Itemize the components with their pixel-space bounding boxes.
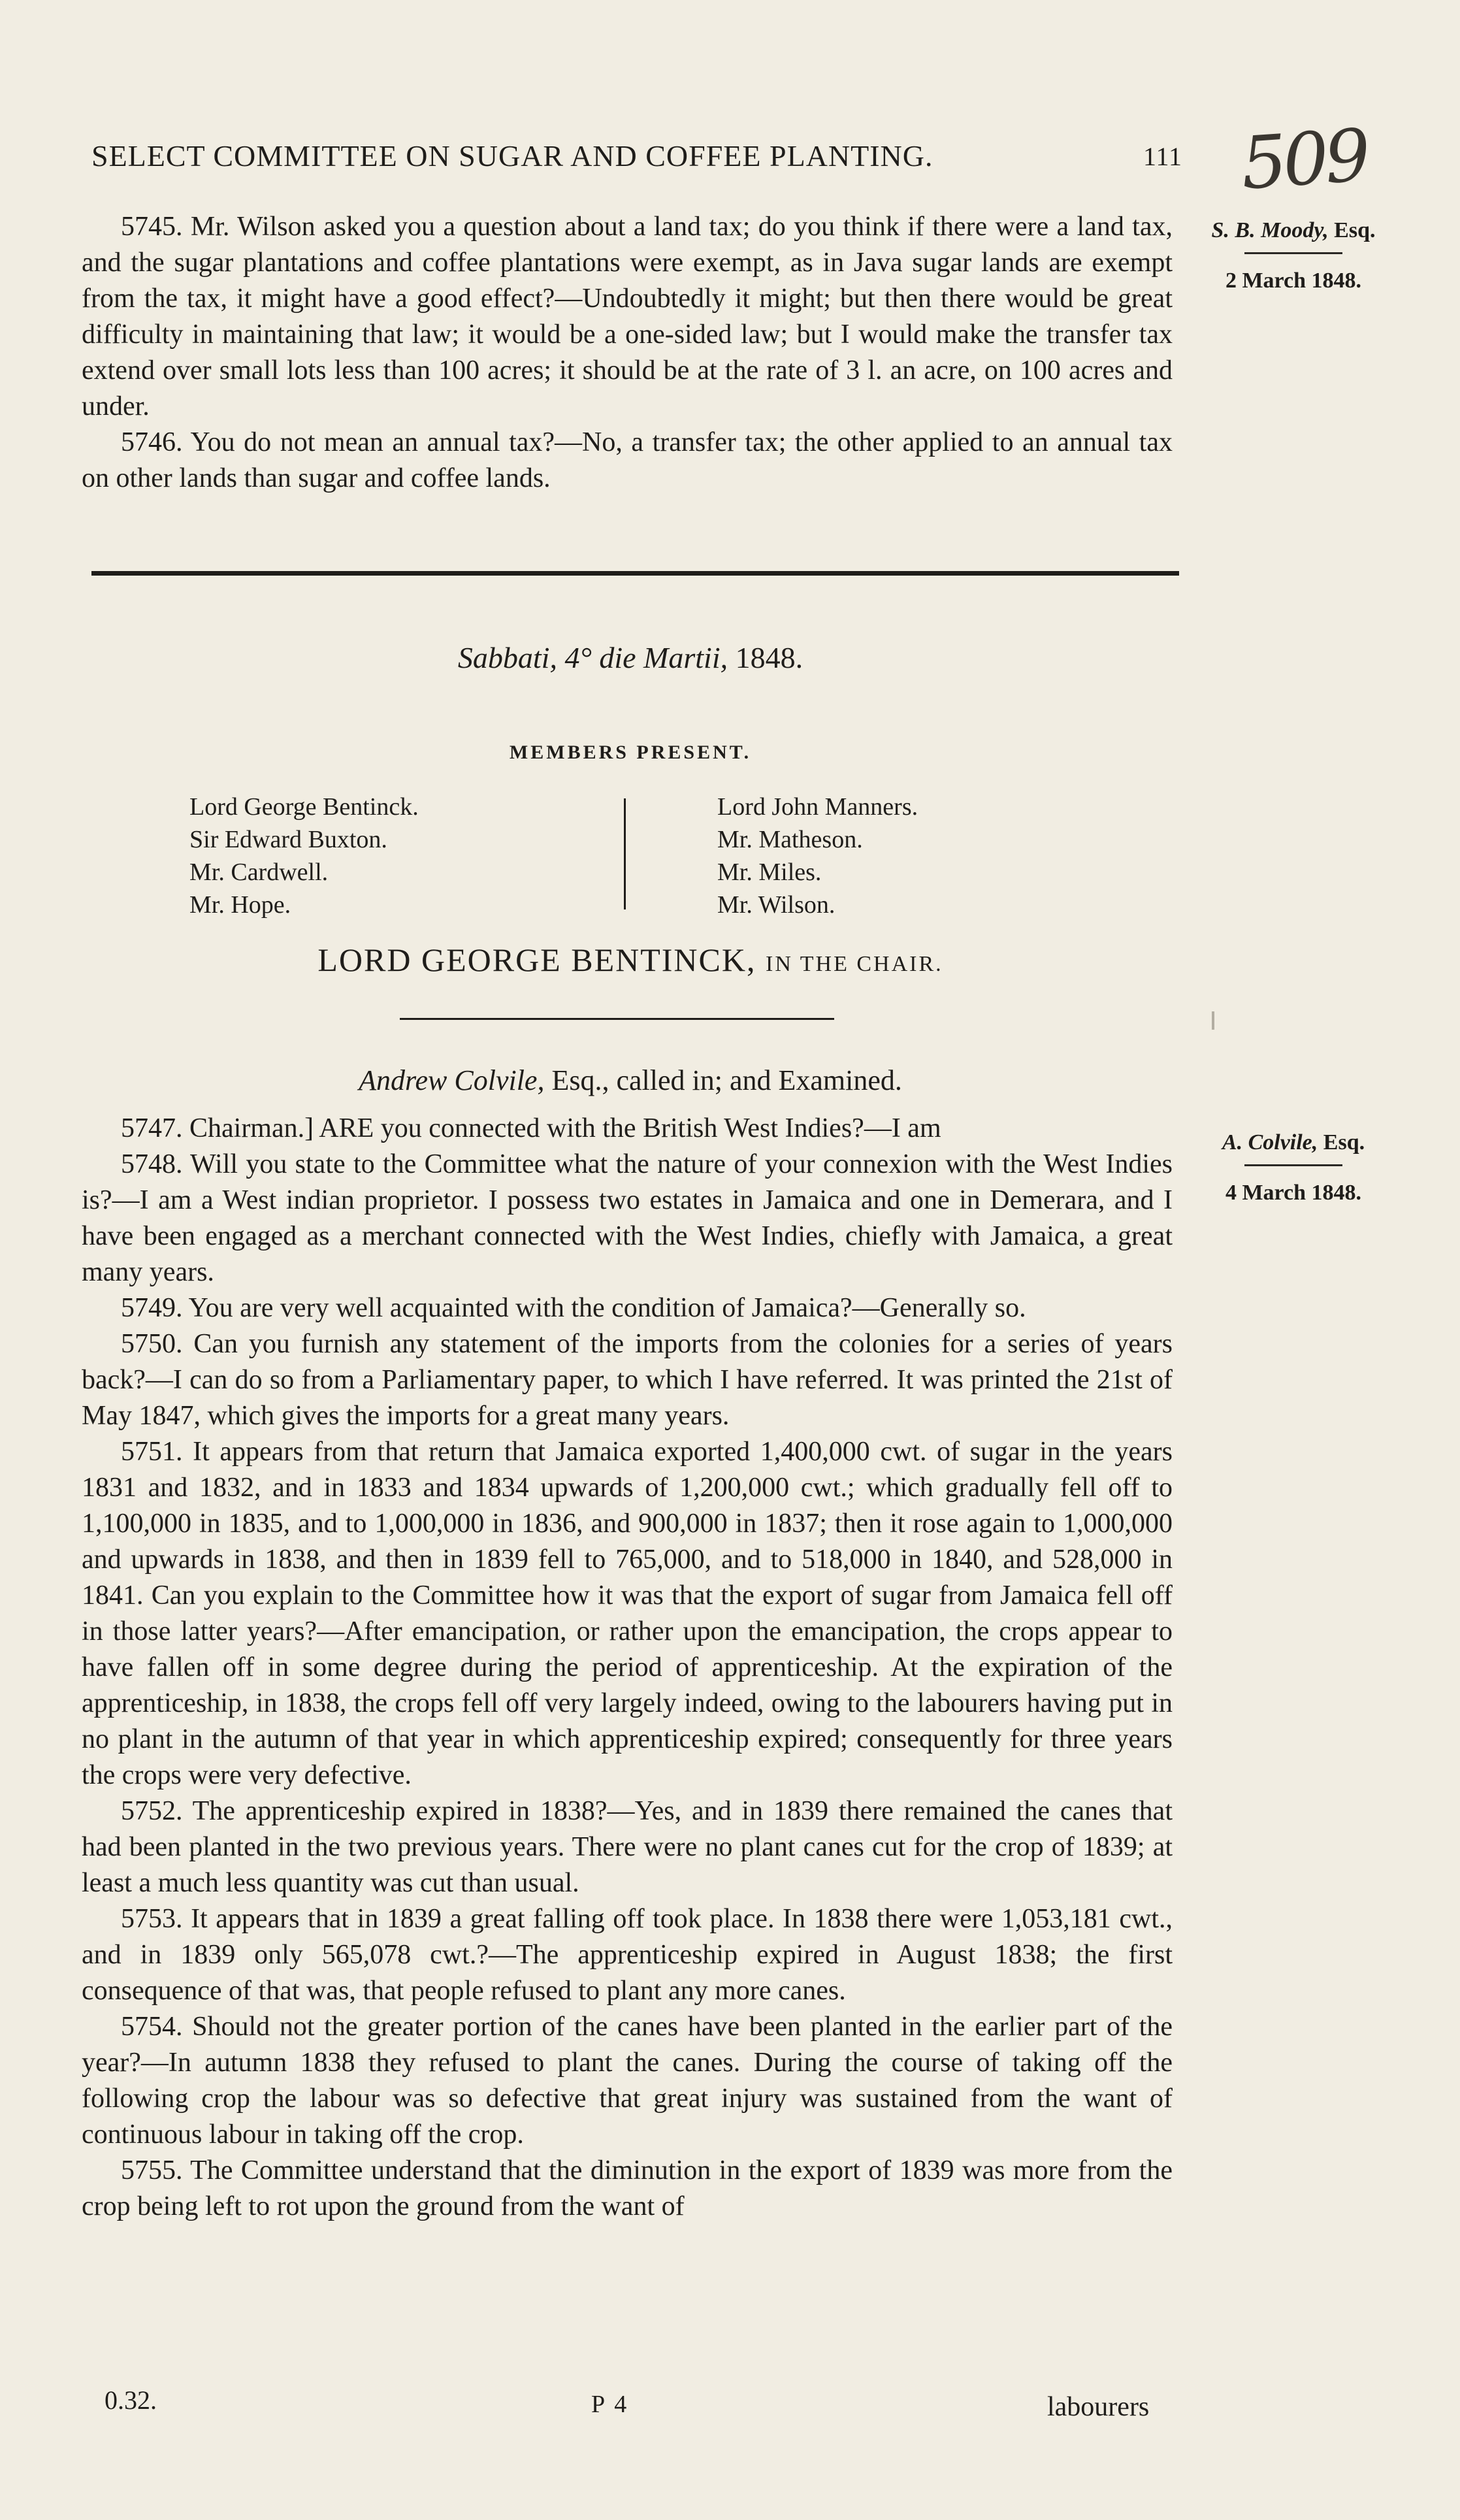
witness-sidenote-moody [1186, 218, 1401, 293]
witness-suffix: Esq. [1334, 218, 1376, 242]
top-text-block [82, 209, 1173, 497]
footer-signature-mark: P 4 [591, 2391, 629, 2418]
paragraph-5753: 5753. It appears that in 1839 a great falling off took place. In 1838 there were 1,053,181 cwt., and in 1839 only 565,078 cwt.?—The apprenticeship expired in August 1838; the first consequence of that was, that people refused to plant any more canes. [82, 1904, 1173, 2006]
footer-sheet-number: 0.32. [105, 2385, 157, 2415]
members-right-column [717, 791, 918, 921]
chair-suffix: IN THE CHAIR. [766, 952, 943, 976]
running-header [91, 139, 1189, 173]
page-number: 111 [1143, 142, 1182, 171]
paragraph-5754: 5754. Should not the greater portion of the canes have been planted in the earlier part of the year?—In autumn 1838 they refused to plant the canes. During the course of taking off the following crop the labour was so defective that great injury was sustained from the want of continuous labour in taking off the crop. [82, 2012, 1173, 2150]
witness-sidenote-colvile [1186, 1130, 1401, 1205]
member-name: Sir Edward Buxton. [189, 826, 387, 853]
witness-suffix: Esq. [1323, 1130, 1365, 1154]
witness-name: S. B. Moody, [1211, 218, 1329, 242]
section-divider [91, 571, 1179, 576]
member-name: Mr. Matheson. [717, 826, 863, 853]
member-name: Lord George Bentinck. [189, 793, 419, 821]
sidenote-date: 2 March 1848. [1225, 269, 1362, 293]
paragraph-5750: 5750. Can you furnish any statement of the imports from the colonies for a series of years back?—I can do so from a Parliamentary paper, to which I have referred. It was printed the 21st of May 1847, which gives the imports for a great many years. [82, 1329, 1173, 1431]
paragraph-5755: 5755. The Committee understand that the diminution in the export of 1839 was more from the crop being left to rot upon the ground from the want of [82, 2155, 1173, 2221]
paragraph-5748: 5748. Will you state to the Committee what the nature of your connexion with the West Indies is?—I am a West indian proprietor. I possess two estates in Jamaica and one in Demerara, and I have been engaged as a merchant connected with the West Indies, chiefly with Jamaica, a great many years. [82, 1149, 1173, 1287]
member-name: Mr. Hope. [189, 891, 291, 919]
members-left-column [189, 791, 419, 921]
header-title: SELECT COMMITTEE ON SUGAR AND COFFEE PLANTING. [91, 139, 933, 172]
witness-called-line [0, 1064, 1261, 1097]
member-name: Mr. Cardwell. [189, 859, 329, 886]
member-name: Mr. Miles. [717, 859, 822, 886]
paragraph-5745: 5745. Mr. Wilson asked you a question about a land tax; do you think if there were a land tax, and the sugar plantations and coffee plantations were exempt, as in Java sugar lands are exempt from the tax, it might have a good effect?—Undoubtedly it might; but then there would be great difficulty in maintaining that law; it would be a one-sided law; but I would make the transfer tax extend over small lots less than 100 acres; it should be at the rate of 3 l. an acre, on 100 acres and under. [82, 212, 1173, 421]
sidenote-rule [1244, 252, 1342, 254]
session-year: 1848. [735, 641, 803, 674]
witness-name: A. Colvile, [1222, 1130, 1318, 1154]
session-date-latin: Sabbati, 4° die Martii, [457, 641, 728, 674]
member-name: Lord John Manners. [717, 793, 918, 821]
chair-line [0, 941, 1261, 979]
paragraph-5749: 5749. You are very well acquainted with the condition of Jamaica?—Generally so. [121, 1293, 1026, 1323]
paragraph-5746: 5746. You do not mean an annual tax?—No, a transfer tax; the other applied to an annual tax on other lands than sugar and coffee lands. [82, 427, 1173, 493]
witness-called-text: Esq., called in; and Examined. [551, 1064, 902, 1096]
paragraph-5747: 5747. Chairman.] ARE you connected with the British West Indies?—I am [121, 1113, 941, 1143]
footer-catchword: labourers [1047, 2392, 1150, 2422]
members-present-heading: MEMBERS PRESENT. [509, 742, 752, 763]
paragraph-5752: 5752. The apprenticeship expired in 1838?—Yes, and in 1839 there remained the canes that had been planted in the two previous years. There were no plant canes cut for the crop of 1839; at least a much less quantity was cut than usual. [82, 1796, 1173, 1898]
testimony-block [82, 1111, 1173, 2225]
witness-name: Andrew Colvile, [359, 1064, 545, 1096]
member-name: Mr. Wilson. [717, 891, 835, 919]
sidenote-rule [1244, 1164, 1342, 1166]
sidenote-date: 4 March 1848. [1225, 1181, 1362, 1205]
short-divider [400, 1018, 834, 1020]
members-column-divider [624, 798, 626, 909]
session-date [0, 640, 1261, 675]
paragraph-5751: 5751. It appears from that return that Jamaica exported 1,400,000 cwt. of sugar in the years 1831 and 1832, and in 1833 and 1834 upwards of 1,200,000 cwt.; which gradually fell off to 1,100,000 in 1835, and to 1,000,000 in 1836, and 900,000 in 1837; then it rose again to 1,000,000 and upwards in 1838, and then in 1839 fell to 765,000, and to 518,000 in 1840, and 528,000 in 1841. Can you explain to the Committee how it was that the export of sugar from Jamaica fell off in those latter years?—After emancipation, or rather upon the emancipation, the crops appear to have fallen off in some degree during the period of apprenticeship. At the expiration of the apprenticeship, in 1838, the crops fell off very largely indeed, owing to the labourers having put in no plant in the autumn of that year in which apprenticeship expired; consequently for three years the crops were very defective. [82, 1437, 1173, 1790]
chair-name: LORD GEORGE BENTINCK, [317, 941, 756, 978]
handwritten-folio-number: 509 [1238, 113, 1370, 206]
paper-mark [1212, 1011, 1214, 1030]
